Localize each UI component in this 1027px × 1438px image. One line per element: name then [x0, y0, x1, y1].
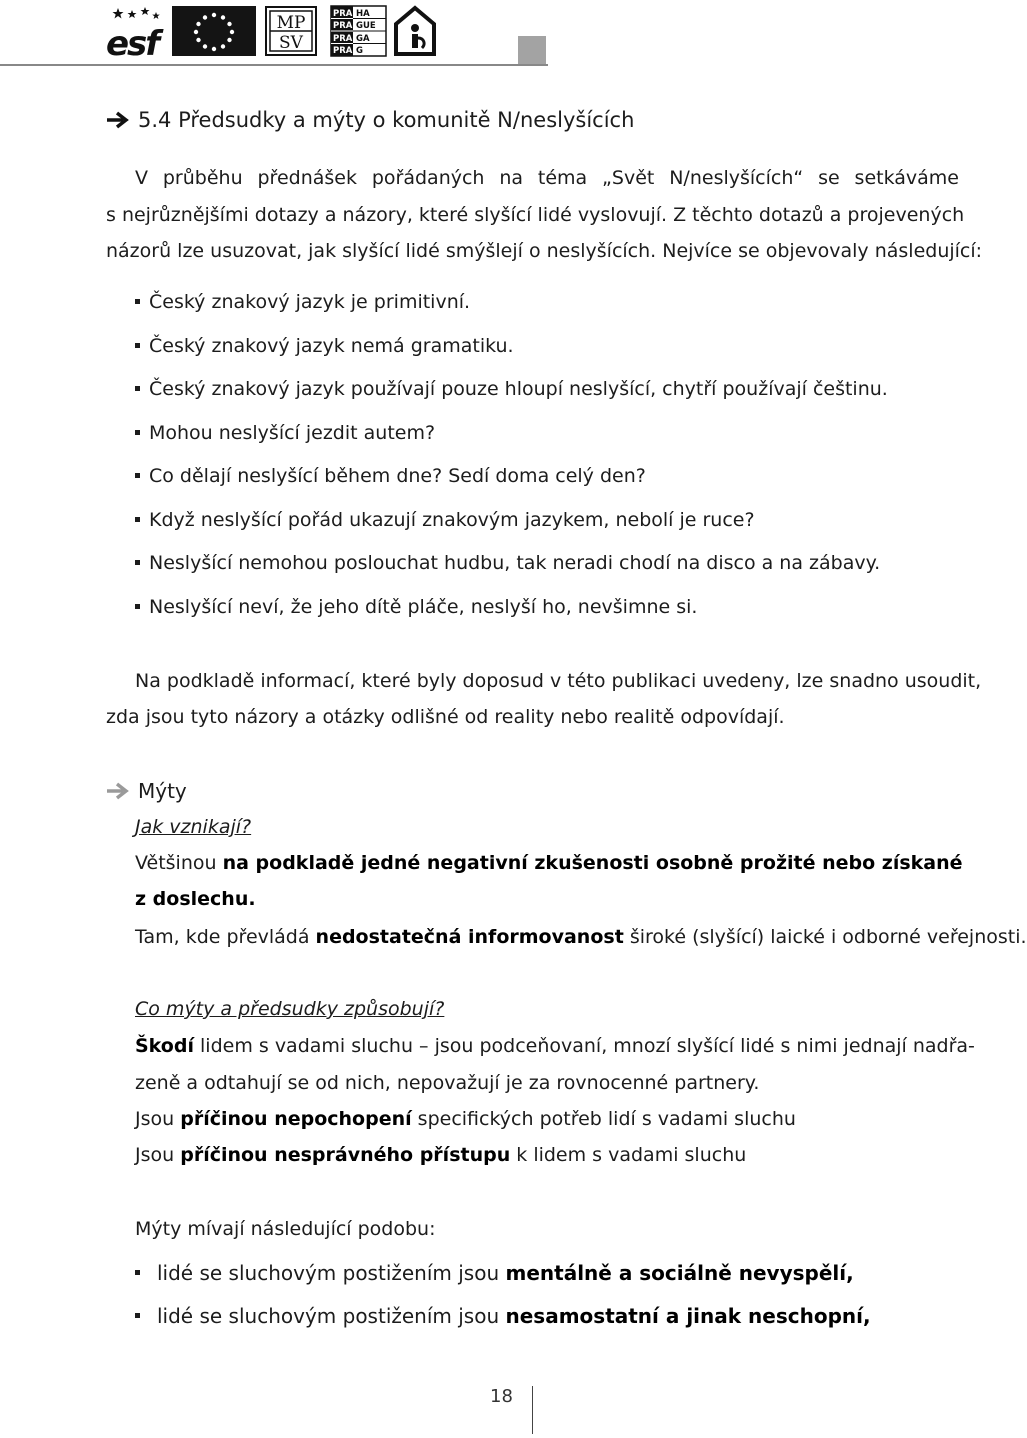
- list-item: Když neslyšící pořád ukazují znakovým jazykem, nebolí je ruce?: [135, 508, 755, 532]
- praha-r2-left: PRA: [333, 21, 353, 31]
- praha-logo: [331, 6, 386, 56]
- myths-heading: [106, 779, 187, 803]
- eu-flag-logo: [172, 6, 256, 56]
- intro-line-1: V průběhu přednášek pořádaných na téma „Svět N/neslyšících“ se setkáváme: [135, 167, 959, 189]
- eu-stars-icon: [172, 6, 256, 56]
- answer-1-plain: Většinou: [135, 852, 223, 874]
- arrow-right-icon: [106, 108, 130, 132]
- mpsv-logo-frame-icon: [265, 6, 317, 56]
- answer-2: [135, 925, 1027, 949]
- conclusion-line-1: Na podkladě informací, které byly doposud v této publikaci uvedeny, lze snadno usoudit,: [135, 670, 982, 692]
- answer-1-line-2: z doslechu.: [135, 888, 256, 910]
- list-item: Neslyšící nemohou poslouchat hudbu, tak neradi chodí na disco a na zábavy.: [135, 551, 880, 575]
- cause-2: [135, 1143, 746, 1167]
- praha-r1-right: HA: [356, 9, 370, 19]
- house-logo: [394, 6, 436, 56]
- header-divider: [0, 64, 548, 66]
- answer-1-line-1: [135, 851, 963, 875]
- list-item: Neslyšící neví, že jeho dítě pláče, neslyší ho, nevšimne si.: [135, 595, 697, 619]
- house-icon: [394, 6, 436, 56]
- cause-2-rest: k lidem s vadami sluchu: [510, 1144, 747, 1166]
- header-grey-square: [518, 36, 546, 64]
- praha-r4-right: G: [356, 46, 363, 56]
- mpsv-logo: [265, 6, 317, 56]
- mpsv-bottom-text: SV: [279, 33, 303, 53]
- answer-2-plain-1: Tam, kde převládá: [135, 926, 316, 948]
- cause-1-bold: příčinou nepochopení: [180, 1108, 412, 1130]
- answer-1-bold: na podkladě jedné negativní zkušenosti osobně prožité nebo získané: [222, 852, 963, 874]
- praha-r2-right: GUE: [356, 21, 376, 31]
- harm-line-2: zeně a odtahují se od nich, nepovažují je za rovnocenné partnery.: [135, 1072, 760, 1094]
- form-bullet-bold: nesamostatní a jinak neschopní,: [505, 1304, 871, 1328]
- praha-logo-grid-icon: [331, 6, 386, 56]
- list-item: Český znakový jazyk používají pouze hloupí neslyšící, chytří používají češtinu.: [135, 377, 888, 401]
- harm-rest: lidem s vadami sluchu – jsou podceňovaní, mnozí slyšící lidé s nimi jednají nadřa-: [193, 1035, 975, 1057]
- form-bullet-bold: mentálně a sociálně nevyspělí,: [505, 1261, 854, 1285]
- praha-r1-left: PRA: [333, 9, 353, 19]
- mpsv-top-text: MP: [276, 13, 306, 33]
- praha-r3-left: PRA: [333, 34, 353, 44]
- list-item: [135, 1261, 854, 1285]
- question-how-arise: Jak vznikají?: [135, 816, 252, 838]
- praha-r3-right: GA: [356, 34, 370, 44]
- cause-1-rest: specifických potřeb lidí s vadami sluchu: [411, 1108, 796, 1130]
- myths-heading-text: Mýty: [138, 779, 187, 803]
- answer-2-plain-2: široké (slyšící) laické i odborné veřejnosti.: [623, 926, 1027, 948]
- page-number: 18: [490, 1386, 513, 1407]
- cause-2-plain: Jsou: [135, 1144, 181, 1166]
- cause-1-plain: Jsou: [135, 1108, 181, 1130]
- list-item: Český znakový jazyk nemá gramatiku.: [135, 334, 514, 358]
- esf-logo: [106, 6, 166, 64]
- section-heading: [106, 108, 634, 132]
- harm-bold: Škodí: [135, 1035, 194, 1057]
- section-heading-text: 5.4 Předsudky a mýty o komunitě N/neslyšících: [138, 108, 635, 132]
- list-item: Mohou neslyšící jezdit autem?: [135, 421, 435, 445]
- praha-r4-left: PRA: [333, 46, 353, 56]
- harm-line-1: [135, 1034, 975, 1058]
- conclusion-line-2: zda jsou tyto názory a otázky odlišné od reality nebo realitě odpovídají.: [106, 706, 785, 728]
- list-item: Český znakový jazyk je primitivní.: [135, 290, 470, 314]
- arrow-right-icon: [106, 779, 130, 803]
- esf-logo-text: esf: [106, 24, 159, 64]
- cause-2-bold: příčinou nesprávného přístupu: [180, 1144, 511, 1166]
- answer-2-bold: nedostatečná informovanost: [315, 926, 624, 948]
- form-intro: Mýty mívají následující podobu:: [135, 1218, 436, 1240]
- cause-1: [135, 1107, 796, 1131]
- footer-divider: [532, 1386, 533, 1434]
- form-bullet-plain: lidé se sluchovým postižením jsou: [157, 1304, 506, 1328]
- list-item: Co dělají neslyšící během dne? Sedí doma celý den?: [135, 464, 646, 488]
- question-what-cause: Co mýty a předsudky způsobují?: [135, 998, 445, 1020]
- intro-line-3: názorů lze usuzovat, jak slyšící lidé smýšlejí o neslyšících. Nejvíce se objevovaly následující:: [106, 240, 983, 262]
- list-item: [135, 1304, 871, 1328]
- intro-line-2: s nejrůznějšími dotazy a názory, které slyšící lidé vyslovují. Z těchto dotazů a projevených: [106, 204, 965, 226]
- form-bullet-plain: lidé se sluchovým postižením jsou: [157, 1261, 506, 1285]
